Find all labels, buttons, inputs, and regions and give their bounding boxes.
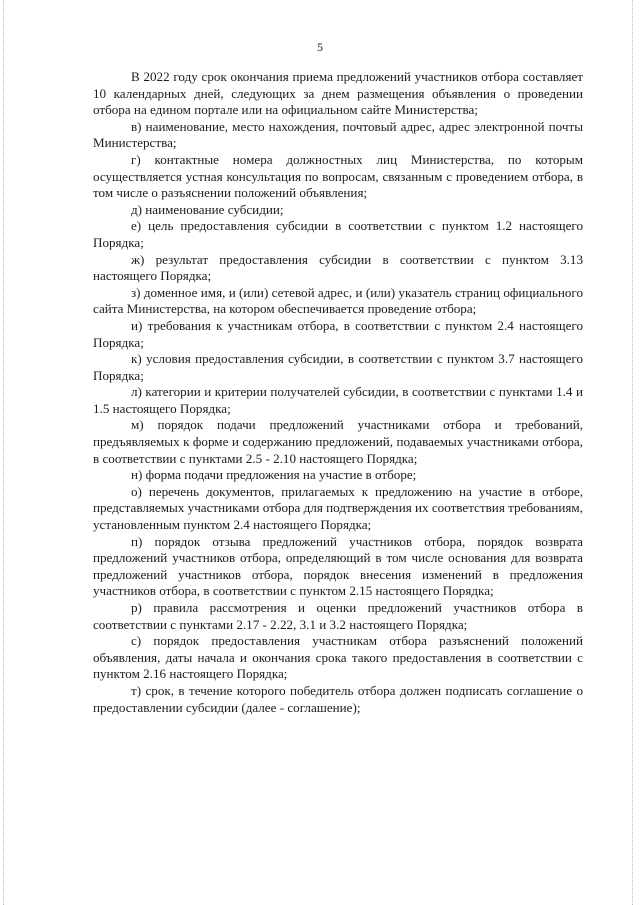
list-item-p: п) порядок отзыва предложений участников отбора, порядок возврата предложений участников отбора, определяющий в том числе основания для возврата предложений участников отбора, порядок внесения изменений в предложения участников отбора, в соответствии с пунктом 2.15 настоящего Порядка; <box>93 533 583 599</box>
scan-edge-left <box>3 0 4 905</box>
list-item-i: и) требования к участникам отбора, в соответствии с пунктом 2.4 настоящего Порядка; <box>93 317 583 350</box>
list-item-zh: ж) результат предоставления субсидии в соответствии с пунктом 3.13 настоящего Порядка; <box>93 251 583 284</box>
list-item-v: в) наименование, место нахождения, почтовый адрес, адрес электронной почты Министерства; <box>93 118 583 151</box>
list-item-z: з) доменное имя, и (или) сетевой адрес, и (или) указатель страниц официального сайта Министерства, на котором обеспечивается проведение отбора; <box>93 284 583 317</box>
page-number: 5 <box>317 40 323 54</box>
paragraph-intro: В 2022 году срок окончания приема предложений участников отбора составляет 10 календарных дней, следующих за днем размещения объявления о проведении отбора на едином портале или на официальном сайте Министерства; <box>93 69 583 118</box>
list-item-t: т) срок, в течение которого победитель отбора должен подписать соглашение о предоставлении субсидии (далее - соглашение); <box>93 682 583 715</box>
document-body <box>93 69 583 716</box>
list-item-e: е) цель предоставления субсидии в соответствии с пунктом 1.2 настоящего Порядка; <box>93 218 583 250</box>
list-item-o: о) перечень документов, прилагаемых к предложению на участие в отборе, представляемых участниками отбора для подтверждения их соответствия требованиям, установленным пунктом 2.4 настоящего Порядка; <box>93 483 583 533</box>
list-item-k: к) условия предоставления субсидии, в соответствии с пунктом 3.7 настоящего Порядка; <box>93 351 583 383</box>
list-item-s: с) порядок предоставления участникам отбора разъяснений положений объявления, даты начала и окончания срока такого предоставления в соответствии с пунктом 2.16 настоящего Порядка; <box>93 633 583 682</box>
list-item-r: р) правила рассмотрения и оценки предложений участников отбора в соответствии с пунктами 2.17 - 2.22, 3.1 и 3.2 настоящего Порядка; <box>93 600 583 632</box>
list-item-l: л) категории и критерии получателей субсидии, в соответствии с пунктами 1.4 и 1.5 настоящего Порядка; <box>93 384 583 416</box>
list-item-n: н) форма подачи предложения на участие в отборе; <box>131 467 417 483</box>
list-item-d: д) наименование субсидии; <box>131 201 284 217</box>
list-item-g: г) контактные номера должностных лиц Министерства, по которым осуществляется устная консультация по вопросам, связанным с проведением отбора, в том числе о разъяснении положений объявления; <box>93 151 583 201</box>
list-item-m: м) порядок подачи предложений участниками отбора и требований, предъявляемых к форме и содержанию предложений, подаваемых участниками отбора, в соответствии с пунктами 2.5 - 2.10 настоящего Порядка; <box>93 417 583 466</box>
scan-edge-right <box>632 0 633 905</box>
